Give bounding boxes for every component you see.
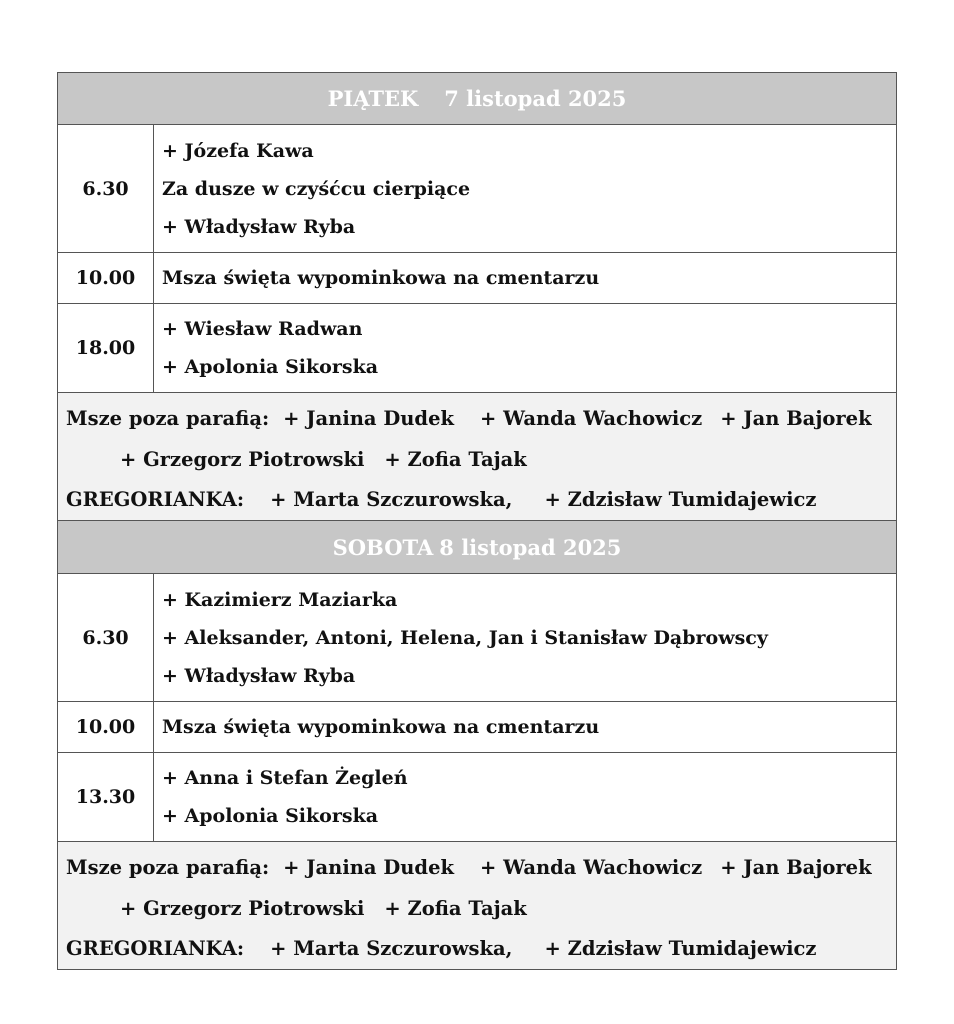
outside-line-1 (66, 399, 896, 440)
outside-line-1 (66, 848, 896, 889)
day-header (57, 521, 897, 574)
intention: + Apolonia Sikorska (162, 356, 379, 378)
intention: Za dusze w czyśćcu cierpiące (162, 177, 471, 200)
gregorianka-name: + Marta Szczurowska, (270, 937, 513, 960)
day-name: SOBOTA (332, 534, 434, 560)
mass-schedule-table (57, 72, 897, 970)
mass-intentions (154, 304, 896, 392)
outside-parish-masses (57, 393, 897, 521)
gregorianka-label: GREGORIANKA: (66, 488, 245, 511)
mass-row (57, 253, 897, 304)
outside-name: + Wanda Wachowicz (480, 856, 703, 879)
gregorianka-label: GREGORIANKA: (66, 937, 245, 960)
intention: + Kazimierz Maziarka (162, 588, 398, 611)
intention: + Anna i Stefan Żegleń (162, 767, 408, 789)
intention: + Wiesław Radwan (162, 318, 363, 340)
gregorianka-name: + Zdzisław Tumidajewicz (544, 488, 817, 511)
mass-time: 10.00 (58, 702, 154, 752)
gregorianka-name: + Zdzisław Tumidajewicz (544, 937, 817, 960)
outside-line-2 (66, 889, 896, 930)
day-date: 8 listopad 2025 (439, 534, 622, 560)
mass-intentions (154, 253, 896, 303)
mass-intentions (154, 574, 896, 701)
mass-intentions (154, 125, 896, 252)
day-header (57, 72, 897, 125)
gregorianka-line (66, 480, 896, 521)
mass-row (57, 753, 897, 842)
outside-parish-masses (57, 842, 897, 970)
day-saturday (57, 521, 897, 970)
gregorianka-name: + Marta Szczurowska, (270, 488, 513, 511)
mass-time: 10.00 (58, 253, 154, 303)
outside-name: + Wanda Wachowicz (480, 407, 703, 430)
day-friday (57, 72, 897, 521)
day-name: PIĄTEK (327, 86, 419, 111)
outside-name: + Grzegorz Piotrowski (120, 447, 365, 471)
outside-name: + Jan Bajorek (720, 407, 872, 430)
outside-label: Msze poza parafią: (66, 407, 270, 430)
mass-intentions (154, 753, 896, 841)
mass-intentions (154, 702, 896, 752)
mass-row (57, 702, 897, 753)
intention: + Władysław Ryba (162, 664, 356, 687)
outside-line-2 (66, 440, 896, 481)
mass-row (57, 125, 897, 253)
outside-name: + Grzegorz Piotrowski (120, 896, 365, 920)
outside-name: + Zofia Tajak (384, 447, 527, 471)
mass-time: 6.30 (58, 574, 154, 701)
mass-row (57, 304, 897, 393)
mass-time: 18.00 (58, 304, 154, 392)
intention: + Józefa Kawa (162, 139, 314, 162)
mass-row (57, 574, 897, 702)
day-date: 7 listopad 2025 (444, 86, 627, 111)
gregorianka-line (66, 929, 896, 970)
outside-name: + Jan Bajorek (720, 856, 872, 879)
outside-name: + Janina Dudek (283, 856, 454, 879)
outside-name: + Zofia Tajak (384, 896, 527, 920)
outside-label: Msze poza parafią: (66, 856, 270, 879)
intention: + Aleksander, Antoni, Helena, Jan i Stanisław Dąbrowscy (162, 626, 768, 649)
mass-time: 13.30 (58, 753, 154, 841)
intention: + Apolonia Sikorska (162, 805, 379, 827)
intention: Msza święta wypominkowa na cmentarzu (162, 267, 600, 289)
intention: Msza święta wypominkowa na cmentarzu (162, 716, 600, 738)
outside-name: + Janina Dudek (283, 407, 454, 430)
intention: + Władysław Ryba (162, 215, 356, 238)
mass-time: 6.30 (58, 125, 154, 252)
